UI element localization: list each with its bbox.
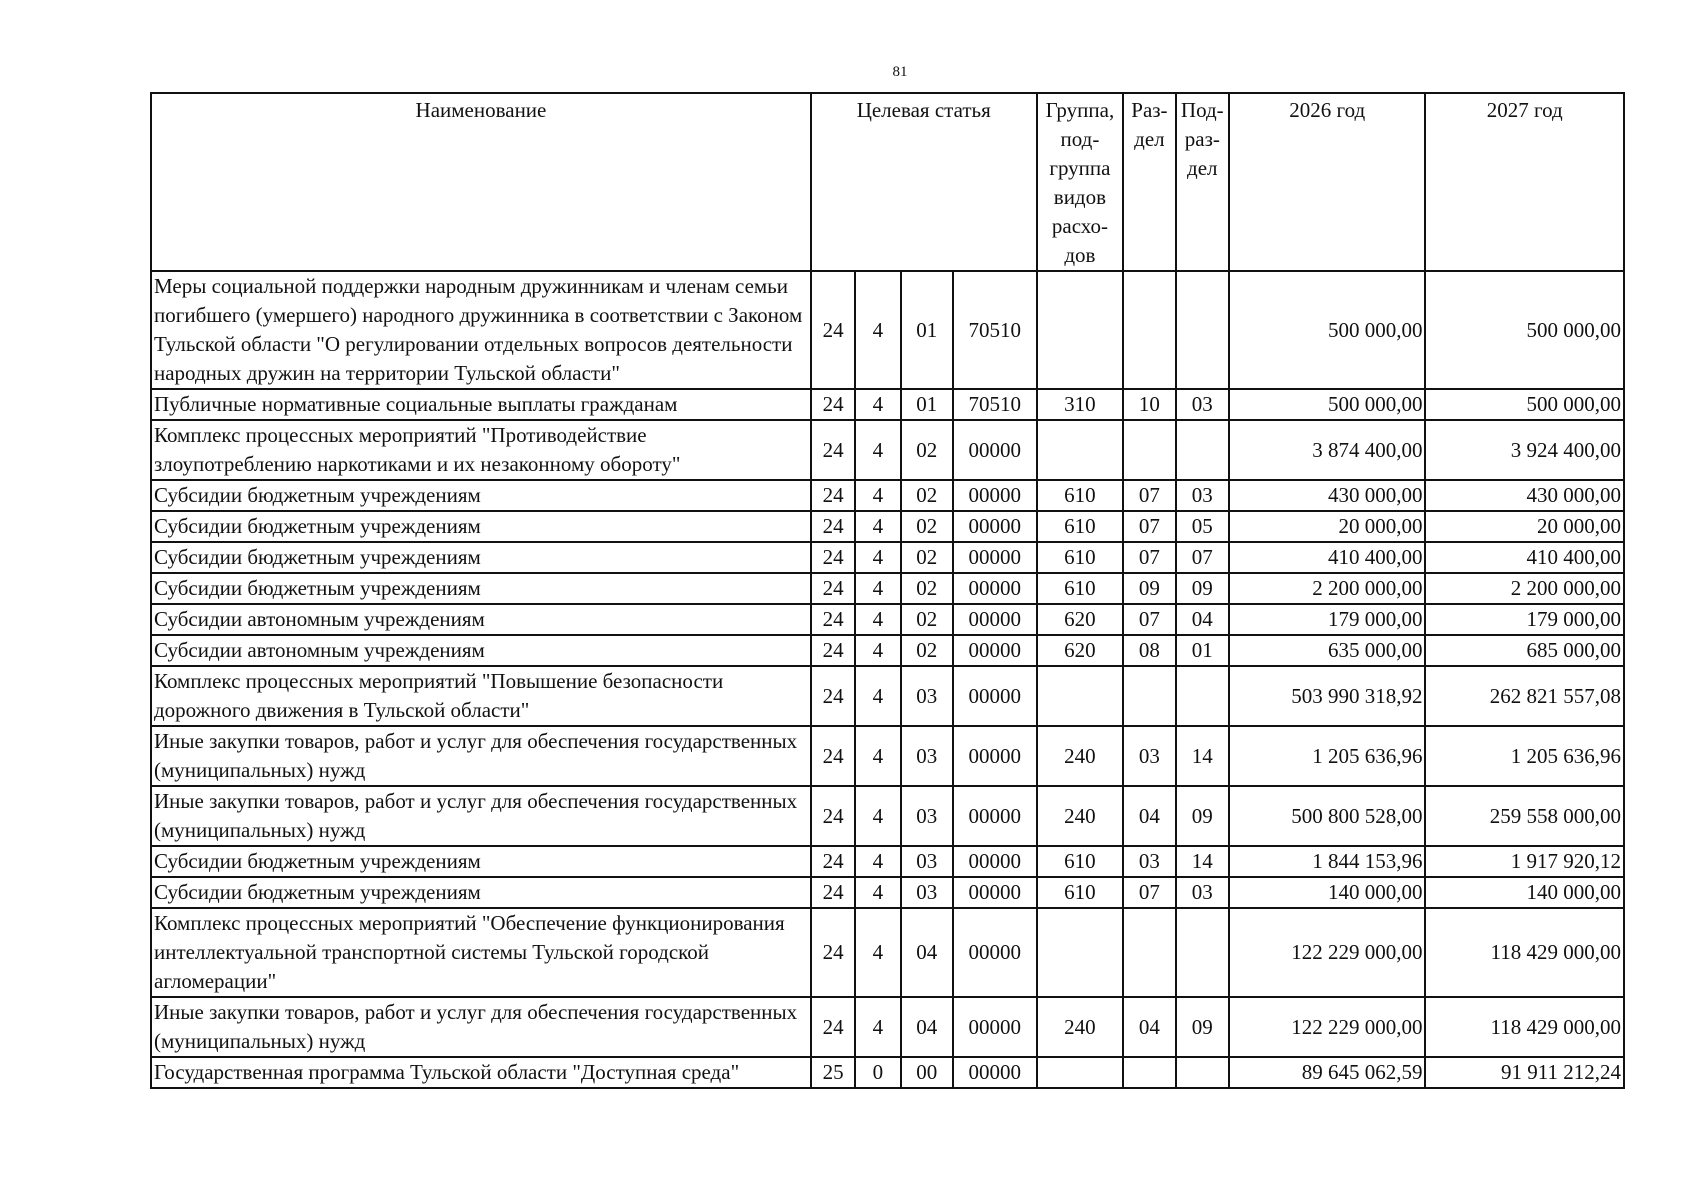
amount-2027: 20 000,00: [1425, 511, 1624, 542]
section-code: 07: [1123, 877, 1175, 908]
target-code-complex: 02: [901, 604, 953, 635]
section-code: 07: [1123, 511, 1175, 542]
section-code: 04: [1123, 997, 1175, 1057]
amount-2026: 20 000,00: [1229, 511, 1425, 542]
row-name: Иные закупки товаров, работ и услуг для обеспечения государственных (муниципальных) нужд: [151, 726, 811, 786]
expense-group-code: 620: [1037, 635, 1124, 666]
target-code-program: 24: [811, 604, 855, 635]
table-row: [151, 997, 1624, 1057]
target-code-complex: 01: [901, 271, 953, 389]
target-code-program: 24: [811, 635, 855, 666]
target-code-program: 24: [811, 908, 855, 997]
amount-2026: 410 400,00: [1229, 542, 1425, 573]
target-code-direction: 00000: [953, 420, 1037, 480]
subsection-code: 01: [1176, 635, 1229, 666]
expense-group-code: [1037, 666, 1124, 726]
expense-group-code: 610: [1037, 877, 1124, 908]
target-code-program: 24: [811, 511, 855, 542]
target-code-type: 4: [855, 997, 900, 1057]
target-code-complex: 02: [901, 635, 953, 666]
amount-2027: 500 000,00: [1425, 271, 1624, 389]
expense-group-code: 310: [1037, 389, 1124, 420]
amount-2026: 500 800 528,00: [1229, 786, 1425, 846]
amount-2026: 140 000,00: [1229, 877, 1425, 908]
amount-2027: 410 400,00: [1425, 542, 1624, 573]
table-row: [151, 877, 1624, 908]
target-code-program: 24: [811, 726, 855, 786]
section-code: 07: [1123, 542, 1175, 573]
expense-group-code: 240: [1037, 786, 1124, 846]
table-row: [151, 511, 1624, 542]
section-code: [1123, 666, 1175, 726]
subsection-code: 14: [1176, 726, 1229, 786]
amount-2027: 1 205 636,96: [1425, 726, 1624, 786]
header-section: Раз- дел: [1123, 93, 1175, 271]
target-code-type: 4: [855, 271, 900, 389]
target-code-type: 4: [855, 604, 900, 635]
subsection-code: 05: [1176, 511, 1229, 542]
target-code-type: 4: [855, 420, 900, 480]
table-row: [151, 542, 1624, 573]
section-code: [1123, 908, 1175, 997]
header-expense-group: Группа, под- группа видов расхо- дов: [1037, 93, 1124, 271]
amount-2026: 500 000,00: [1229, 271, 1425, 389]
target-code-direction: 00000: [953, 908, 1037, 997]
amount-2026: 430 000,00: [1229, 480, 1425, 511]
target-code-type: 4: [855, 666, 900, 726]
amount-2026: 1 844 153,96: [1229, 846, 1425, 877]
header-subsection: Под- раз- дел: [1176, 93, 1229, 271]
table-row: [151, 908, 1624, 997]
target-code-program: 24: [811, 846, 855, 877]
table-row: [151, 726, 1624, 786]
target-code-direction: 00000: [953, 786, 1037, 846]
target-code-direction: 00000: [953, 997, 1037, 1057]
target-code-direction: 00000: [953, 542, 1037, 573]
table-row: [151, 420, 1624, 480]
table-row: [151, 480, 1624, 511]
subsection-code: 07: [1176, 542, 1229, 573]
target-code-program: 24: [811, 271, 855, 389]
amount-2026: 503 990 318,92: [1229, 666, 1425, 726]
target-code-program: 24: [811, 420, 855, 480]
target-code-program: 24: [811, 666, 855, 726]
expense-group-code: 240: [1037, 726, 1124, 786]
row-name: Иные закупки товаров, работ и услуг для обеспечения государственных (муниципальных) нужд: [151, 786, 811, 846]
section-code: 03: [1123, 846, 1175, 877]
amount-2027: 685 000,00: [1425, 635, 1624, 666]
subsection-code: [1176, 1057, 1229, 1088]
amount-2027: 2 200 000,00: [1425, 573, 1624, 604]
subsection-code: [1176, 666, 1229, 726]
target-code-complex: 02: [901, 542, 953, 573]
target-code-complex: 02: [901, 480, 953, 511]
amount-2027: 262 821 557,08: [1425, 666, 1624, 726]
amount-2027: 500 000,00: [1425, 389, 1624, 420]
target-code-direction: 70510: [953, 389, 1037, 420]
target-code-direction: 00000: [953, 573, 1037, 604]
table-row: [151, 666, 1624, 726]
amount-2026: 2 200 000,00: [1229, 573, 1425, 604]
row-name: Субсидии автономным учреждениям: [151, 635, 811, 666]
row-name: Субсидии бюджетным учреждениям: [151, 877, 811, 908]
amount-2026: 500 000,00: [1229, 389, 1425, 420]
expense-group-code: [1037, 908, 1124, 997]
target-code-type: 4: [855, 635, 900, 666]
target-code-direction: 00000: [953, 877, 1037, 908]
amount-2026: 122 229 000,00: [1229, 908, 1425, 997]
target-code-program: 25: [811, 1057, 855, 1088]
section-code: [1123, 420, 1175, 480]
budget-table: [150, 92, 1625, 1089]
target-code-direction: 00000: [953, 604, 1037, 635]
amount-2026: 89 645 062,59: [1229, 1057, 1425, 1088]
target-code-direction: 00000: [953, 1057, 1037, 1088]
table-row: [151, 786, 1624, 846]
target-code-complex: 02: [901, 573, 953, 604]
target-code-type: 4: [855, 786, 900, 846]
subsection-code: 09: [1176, 573, 1229, 604]
amount-2027: 91 911 212,24: [1425, 1057, 1624, 1088]
table-row: [151, 1057, 1624, 1088]
subsection-code: [1176, 271, 1229, 389]
amount-2026: 179 000,00: [1229, 604, 1425, 635]
target-code-complex: 02: [901, 511, 953, 542]
section-code: 09: [1123, 573, 1175, 604]
amount-2027: 259 558 000,00: [1425, 786, 1624, 846]
subsection-code: 09: [1176, 786, 1229, 846]
table-row: [151, 389, 1624, 420]
row-name: Субсидии бюджетным учреждениям: [151, 573, 811, 604]
row-name: Субсидии автономным учреждениям: [151, 604, 811, 635]
table-row: [151, 604, 1624, 635]
target-code-direction: 70510: [953, 271, 1037, 389]
target-code-direction: 00000: [953, 480, 1037, 511]
target-code-complex: 04: [901, 997, 953, 1057]
expense-group-code: [1037, 420, 1124, 480]
amount-2027: 3 924 400,00: [1425, 420, 1624, 480]
target-code-type: 4: [855, 480, 900, 511]
header-target-article: Целевая статья: [811, 93, 1037, 271]
section-code: 03: [1123, 726, 1175, 786]
row-name: Меры социальной поддержки народным дружинникам и членам семьи погибшего (умершего) народного дружинника в соответствии с Законом Тульской области "О регулировании отдельных вопросов деятельности народных дружин на территории Тульской области": [151, 271, 811, 389]
expense-group-code: [1037, 1057, 1124, 1088]
target-code-direction: 00000: [953, 511, 1037, 542]
target-code-direction: 00000: [953, 846, 1037, 877]
target-code-program: 24: [811, 786, 855, 846]
amount-2026: 1 205 636,96: [1229, 726, 1425, 786]
target-code-complex: 04: [901, 908, 953, 997]
target-code-type: 0: [855, 1057, 900, 1088]
target-code-program: 24: [811, 542, 855, 573]
target-code-type: 4: [855, 573, 900, 604]
target-code-program: 24: [811, 997, 855, 1057]
row-name: Субсидии бюджетным учреждениям: [151, 846, 811, 877]
expense-group-code: 240: [1037, 997, 1124, 1057]
row-name: Субсидии бюджетным учреждениям: [151, 511, 811, 542]
row-name: Иные закупки товаров, работ и услуг для обеспечения государственных (муниципальных) нужд: [151, 997, 811, 1057]
section-code: 04: [1123, 786, 1175, 846]
target-code-type: 4: [855, 846, 900, 877]
row-name: Комплекс процессных мероприятий "Обеспечение функционирования интеллектуальной транспортной системы Тульской городской агломерации": [151, 908, 811, 997]
target-code-complex: 03: [901, 877, 953, 908]
table-row: [151, 846, 1624, 877]
subsection-code: 03: [1176, 480, 1229, 511]
amount-2026: 122 229 000,00: [1229, 997, 1425, 1057]
target-code-type: 4: [855, 908, 900, 997]
target-code-complex: 03: [901, 726, 953, 786]
row-name: Комплекс процессных мероприятий "Противодействие злоупотреблению наркотиками и их незаконному обороту": [151, 420, 811, 480]
target-code-complex: 03: [901, 666, 953, 726]
table-row: [151, 635, 1624, 666]
target-code-type: 4: [855, 511, 900, 542]
target-code-complex: 02: [901, 420, 953, 480]
expense-group-code: 620: [1037, 604, 1124, 635]
subsection-code: 04: [1176, 604, 1229, 635]
section-code: [1123, 271, 1175, 389]
row-name: Государственная программа Тульской области "Доступная среда": [151, 1057, 811, 1088]
amount-2027: 140 000,00: [1425, 877, 1624, 908]
target-code-complex: 00: [901, 1057, 953, 1088]
section-code: 07: [1123, 604, 1175, 635]
target-code-program: 24: [811, 389, 855, 420]
header-name: Наименование: [151, 93, 811, 271]
section-code: 07: [1123, 480, 1175, 511]
section-code: [1123, 1057, 1175, 1088]
row-name: Публичные нормативные социальные выплаты гражданам: [151, 389, 811, 420]
row-name: Субсидии бюджетным учреждениям: [151, 480, 811, 511]
amount-2027: 118 429 000,00: [1425, 997, 1624, 1057]
subsection-code: 03: [1176, 389, 1229, 420]
subsection-code: [1176, 420, 1229, 480]
section-code: 10: [1123, 389, 1175, 420]
subsection-code: 09: [1176, 997, 1229, 1057]
row-name: Комплекс процессных мероприятий "Повышение безопасности дорожного движения в Тульской области": [151, 666, 811, 726]
target-code-complex: 01: [901, 389, 953, 420]
subsection-code: 03: [1176, 877, 1229, 908]
amount-2026: 3 874 400,00: [1229, 420, 1425, 480]
target-code-program: 24: [811, 573, 855, 604]
row-name: Субсидии бюджетным учреждениям: [151, 542, 811, 573]
target-code-type: 4: [855, 877, 900, 908]
page-number: 81: [892, 64, 908, 80]
amount-2027: 118 429 000,00: [1425, 908, 1624, 997]
table-row: [151, 573, 1624, 604]
section-code: 08: [1123, 635, 1175, 666]
target-code-program: 24: [811, 480, 855, 511]
target-code-type: 4: [855, 542, 900, 573]
target-code-complex: 03: [901, 846, 953, 877]
target-code-complex: 03: [901, 786, 953, 846]
expense-group-code: 610: [1037, 846, 1124, 877]
expense-group-code: 610: [1037, 480, 1124, 511]
amount-2027: 1 917 920,12: [1425, 846, 1624, 877]
table-header-row: [151, 93, 1624, 271]
target-code-direction: 00000: [953, 666, 1037, 726]
header-year-2026: 2026 год: [1229, 93, 1425, 271]
table-row: [151, 271, 1624, 389]
expense-group-code: 610: [1037, 573, 1124, 604]
expense-group-code: 610: [1037, 511, 1124, 542]
subsection-code: 14: [1176, 846, 1229, 877]
amount-2026: 635 000,00: [1229, 635, 1425, 666]
amount-2027: 179 000,00: [1425, 604, 1624, 635]
subsection-code: [1176, 908, 1229, 997]
target-code-direction: 00000: [953, 726, 1037, 786]
expense-group-code: 610: [1037, 542, 1124, 573]
target-code-type: 4: [855, 389, 900, 420]
amount-2027: 430 000,00: [1425, 480, 1624, 511]
header-year-2027: 2027 год: [1425, 93, 1624, 271]
target-code-program: 24: [811, 877, 855, 908]
target-code-type: 4: [855, 726, 900, 786]
expense-group-code: [1037, 271, 1124, 389]
target-code-direction: 00000: [953, 635, 1037, 666]
